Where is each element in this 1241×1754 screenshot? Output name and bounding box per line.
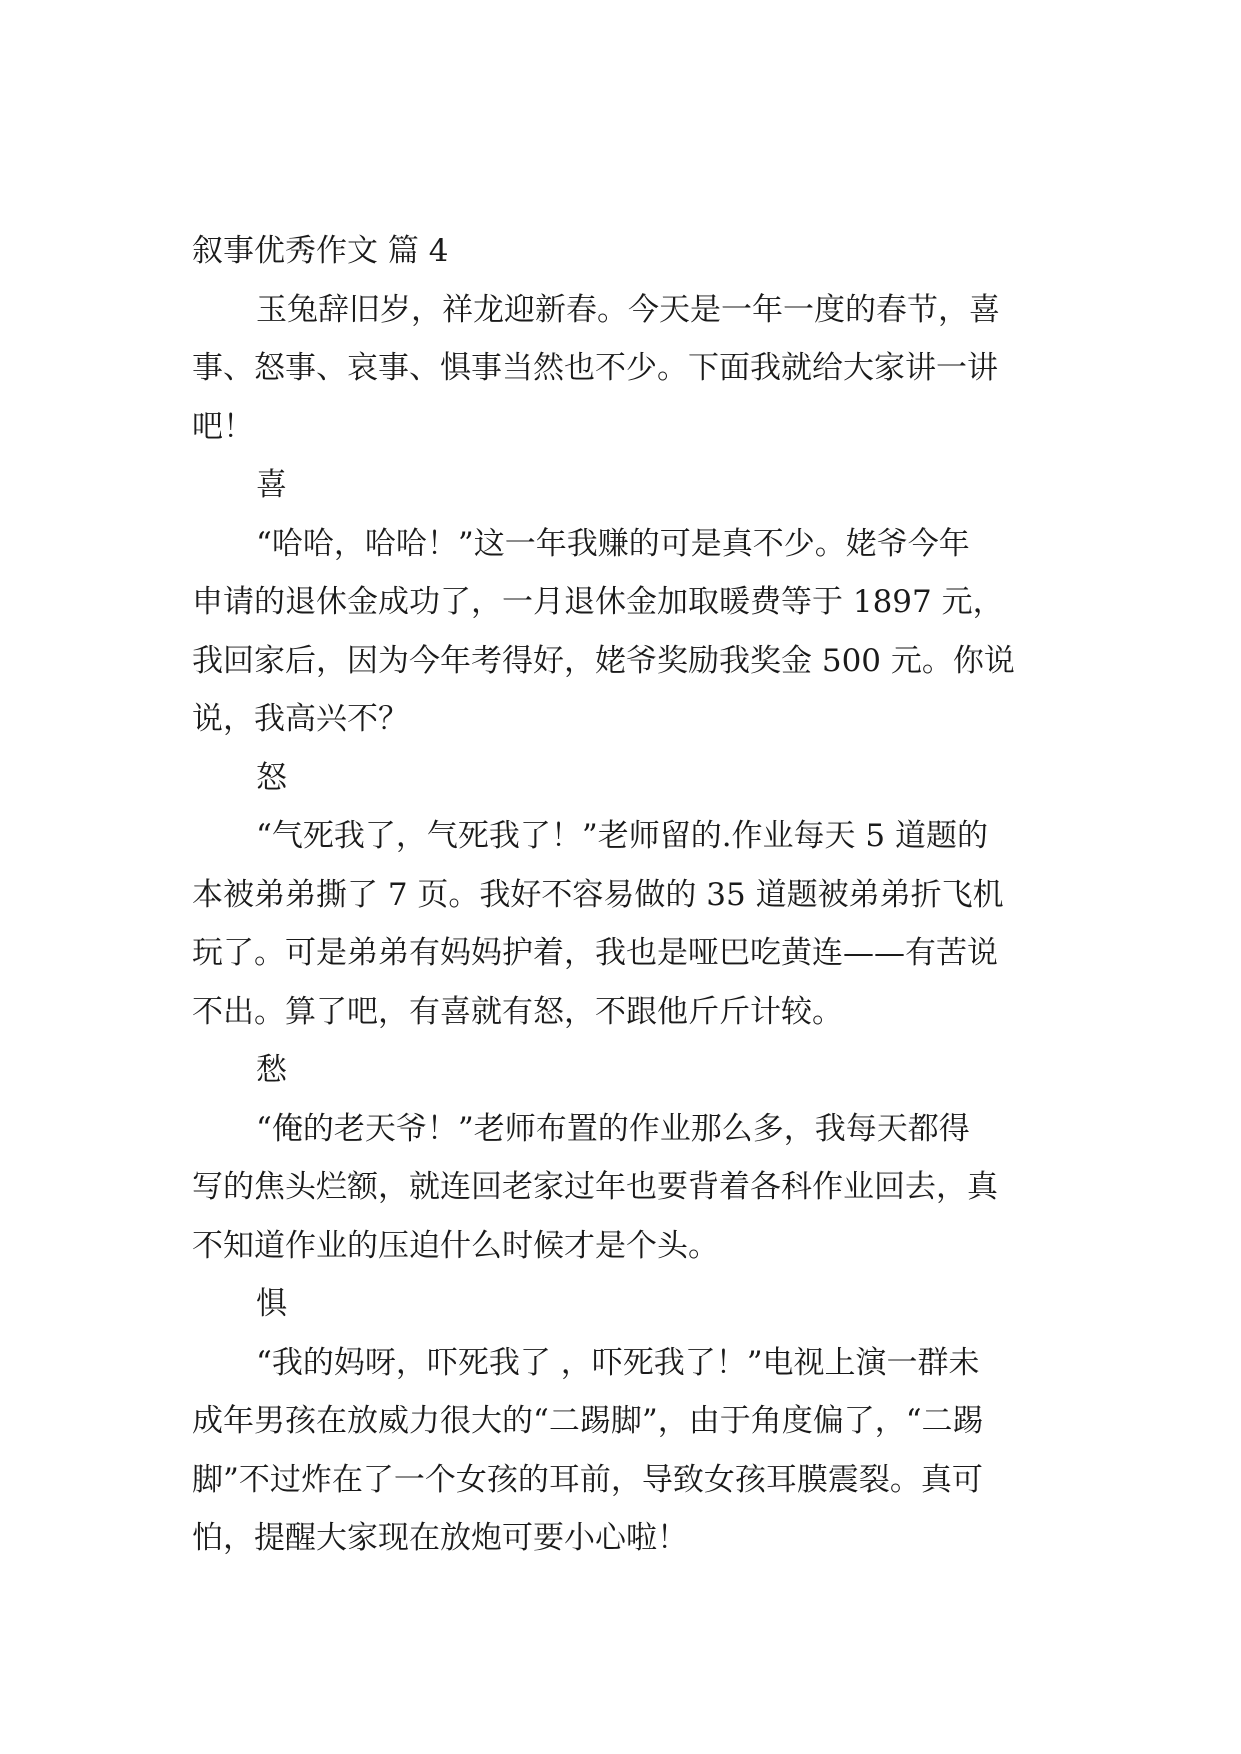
text-line: “哈哈，哈哈！”这一年我赚的可是真不少。姥爷今年 [256,525,970,562]
text-line: 玩了。可是弟弟有妈妈护着，我也是哑巴吃黄连——有苦说 [192,935,998,971]
text-line: 事、怒事、哀事、惧事当然也不少。下面我就给大家讲一讲 [192,350,998,386]
text-line: 玉兔辞旧岁，祥龙迎新春。今天是一年一度的春节，喜 [256,291,1000,328]
text-line: 不知道作业的压迫什么时候才是个头。 [192,1227,719,1264]
text-line: 我回家后，因为今年考得好，姥爷奖励我奖金 500 元。你说 [192,642,1015,679]
text-line: 怒 [256,759,287,796]
text-line: 喜 [256,467,287,503]
text-line: 怕，提醒大家现在放炮可要小心啦！ [192,1520,688,1556]
text-line: 说，我高兴不？ [192,701,409,737]
text-line: 愁 [256,1052,287,1088]
document-title: 叙事优秀作文 篇 4 [192,233,449,269]
text-line: 写的焦头烂额，就连回老家过年也要背着各科作业回去，真 [192,1169,998,1205]
text-line: 脚”不过炸在了一个女孩的耳前，导致女孩耳膜震裂。真可 [192,1461,983,1498]
document-body [192,281,1055,1568]
text-line: 不出。算了吧，有喜就有怒，不跟他斤斤计较。 [192,993,843,1030]
text-line: 惧 [256,1286,287,1322]
text-line: “俺的老天爷！”老师布置的作业那么多，我每天都得 [256,1110,970,1147]
text-line: 申请的退休金成功了，一月退休金加取暖费等于 1897 元， [192,584,1004,620]
text-line: “我的妈呀，吓死我了 ，吓死我了！”电视上演一群未 [256,1344,980,1381]
text-line: 本被弟弟撕了 7 页。我好不容易做的 35 道题被弟弟折飞机 [192,876,1004,913]
text-line: 吧！ [192,408,254,445]
document-page [192,222,1055,1568]
text-line: “气死我了，气死我了！”老师留的.作业每天 5 道题的 [256,818,988,854]
text-line: 成年男孩在放威力很大的“二踢脚”，由于角度偏了，“二踢 [192,1403,984,1439]
